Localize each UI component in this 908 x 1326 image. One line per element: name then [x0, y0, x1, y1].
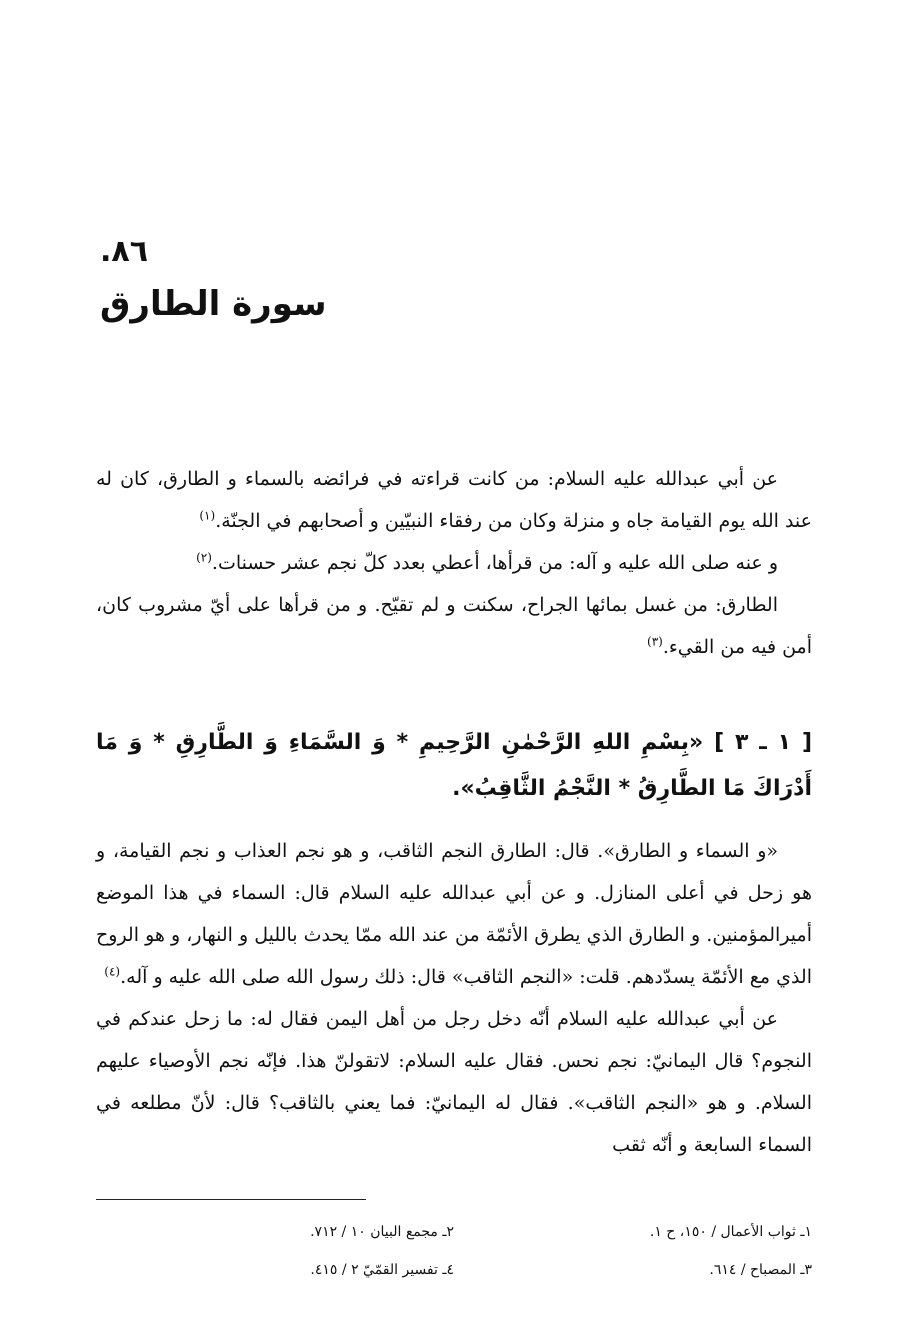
intro-paragraph-3 [96, 584, 812, 668]
intro-paragraph-1-text: عن أبي عبدالله عليه السلام: من كانت قراءته في فرائضه بالسماء و الطارق، كان له عند الله يوم القيامة جاه و منزلة وكان من رفقاء النبيّين و أصحابهم في الجنّة. [96, 468, 812, 532]
intro-paragraph-2 [96, 542, 812, 584]
footnote-ref-1: (١) [199, 508, 216, 523]
commentary-paragraph-1-text: «و السماء و الطارق». قال: الطارق النجم الثاقب، و هو نجم العذاب و نجم القيامة، و هو زحل في أعلى المنازل. و عن أبي عبدالله عليه السلام قال: السماء في هذا الموضع أميرالمؤمنين. و الطارق الذي يطرق الأئمّة من عند الله ممّا يحدث بالليل و النهار، و هو الروح الذي مع الأئمّة يسدّدهم. قلت: «النجم الثاقب» قال: ذلك رسول الله صلى الله عليه و آله. [96, 840, 812, 988]
footnote-2: ٢ـ مجمع البيان ١٠ / ٧١٢. [310, 1224, 454, 1240]
intro-paragraph-1 [96, 458, 812, 542]
footnote-3: ٣ـ المصباح / ٦١٤. [709, 1262, 812, 1278]
intro-paragraph-3-text: الطارق: من غسل بمائها الجراح، سكنت و لم تقيّح. و من قرأها على أيّ مشروب كان، أمن فيه من القيء. [96, 594, 812, 658]
commentary-paragraph-1 [96, 830, 812, 998]
intro-section [96, 458, 812, 668]
footnote-ref-2: (٢) [196, 550, 212, 565]
quran-verse-block: [ ١ ـ ٣ ] «بِسْمِ اللهِ الرَّحْمٰنِ الرَّحِيمِ * وَ السَّمَاءِ وَ الطَّارِقِ * وَ مَا أَدْرَاكَ مَا الطَّارِقُ * النَّجْمُ الثَّاقِبُ». [96, 730, 812, 801]
footnote-divider [96, 1199, 366, 1200]
footnote-ref-3: (٣) [647, 634, 663, 649]
sura-number: ٨٦. [100, 234, 149, 269]
intro-paragraph-2-text: و عنه صلى الله عليه و آله: من قرأها، أعطي بعدد كلّ نجم عشر حسنات. [211, 552, 778, 574]
commentary-paragraph-2: عن أبي عبدالله عليه السلام أنّه دخل رجل من أهل اليمن فقال له: ما زحل عندكم في النجوم؟ قال اليمانيّ: نجم نحس. فقال عليه السلام: لاتقولنّ هذا. فإنّه نجم الأوصياء عليهم السلام. و هو «النجم الثاقب». فقال له اليمانيّ: فما يعني بالثاقب؟ قال: لأنّ مطلعه في السماء السابعة و أنّه ثقب [96, 1008, 812, 1156]
footnote-1: ١ـ ثواب الأعمال / ١٥٠، ح ١. [649, 1224, 812, 1240]
commentary-section [96, 830, 812, 1166]
footnote-ref-4: (٤) [104, 964, 121, 979]
footnote-4: ٤ـ تفسير القمّيّ ٢ / ٤١٥. [310, 1262, 454, 1278]
sura-title: سورة الطارق [100, 284, 327, 324]
footnotes [96, 1213, 812, 1289]
